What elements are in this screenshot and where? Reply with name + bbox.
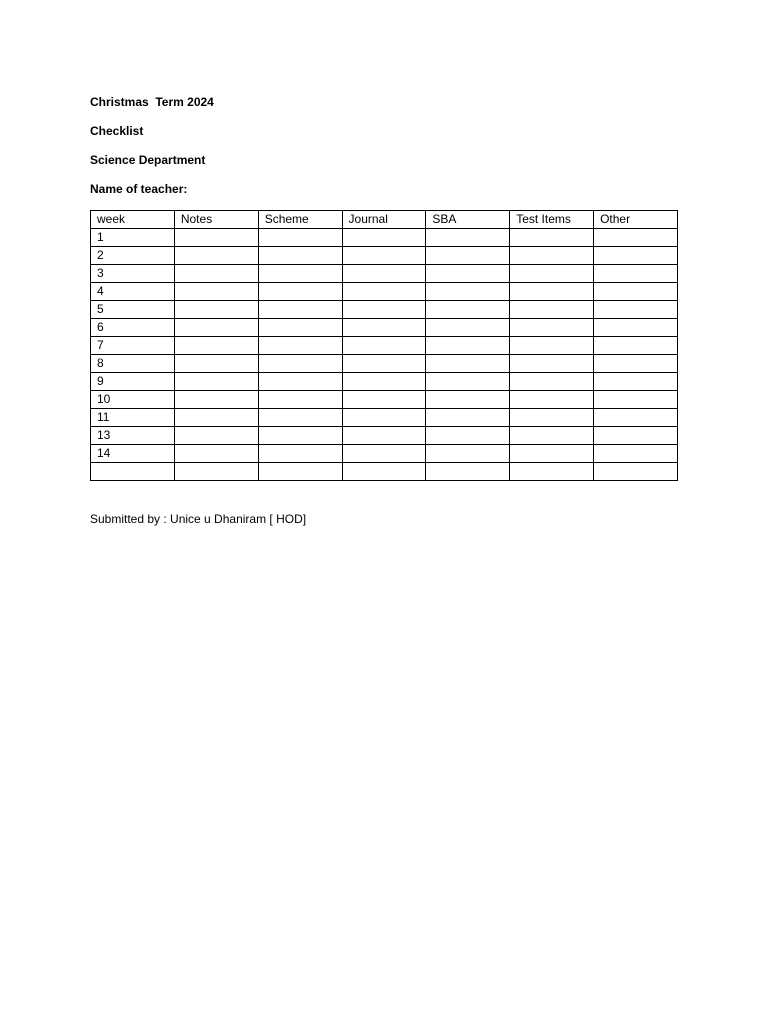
checklist-table (90, 210, 678, 481)
checklist-cell (174, 319, 258, 337)
table-row (91, 355, 678, 373)
checklist-cell (426, 409, 510, 427)
checklist-cell (174, 391, 258, 409)
checklist-cell (342, 319, 426, 337)
checklist-heading: Checklist (90, 124, 144, 138)
checklist-cell (258, 283, 342, 301)
checklist-cell (258, 265, 342, 283)
checklist-cell (342, 427, 426, 445)
column-header-test-items: Test Items (510, 211, 594, 229)
checklist-cell (594, 301, 678, 319)
week-number-cell: 6 (91, 319, 175, 337)
checklist-cell (594, 391, 678, 409)
checklist-cell (426, 445, 510, 463)
table-row (91, 409, 678, 427)
checklist-cell (594, 319, 678, 337)
checklist-cell (594, 247, 678, 265)
checklist-cell (510, 283, 594, 301)
checklist-cell (342, 247, 426, 265)
column-header-notes: Notes (174, 211, 258, 229)
checklist-cell (426, 355, 510, 373)
checklist-cell (342, 463, 426, 481)
checklist-cell (594, 409, 678, 427)
column-header-scheme: Scheme (258, 211, 342, 229)
checklist-cell (258, 427, 342, 445)
week-number-cell: 5 (91, 301, 175, 319)
week-number-cell: 11 (91, 409, 175, 427)
checklist-cell (342, 229, 426, 247)
checklist-cell (342, 301, 426, 319)
checklist-cell (510, 301, 594, 319)
checklist-cell (258, 445, 342, 463)
checklist-cell (258, 463, 342, 481)
table-row (91, 283, 678, 301)
checklist-cell (174, 373, 258, 391)
checklist-cell (510, 265, 594, 283)
checklist-cell (594, 373, 678, 391)
checklist-cell (426, 337, 510, 355)
table-row (91, 319, 678, 337)
checklist-cell (258, 247, 342, 265)
checklist-cell (174, 301, 258, 319)
week-number-cell: 13 (91, 427, 175, 445)
checklist-cell (426, 427, 510, 445)
checklist-cell (594, 355, 678, 373)
week-number-cell: 14 (91, 445, 175, 463)
checklist-cell (174, 337, 258, 355)
table-body (91, 229, 678, 481)
column-header-week: week (91, 211, 175, 229)
checklist-cell (342, 355, 426, 373)
checklist-cell (510, 427, 594, 445)
week-number-cell: 9 (91, 373, 175, 391)
checklist-cell (174, 427, 258, 445)
table-row (91, 427, 678, 445)
table-row (91, 265, 678, 283)
checklist-cell (258, 391, 342, 409)
checklist-cell (174, 283, 258, 301)
checklist-cell (342, 445, 426, 463)
checklist-cell (174, 445, 258, 463)
checklist-cell (426, 265, 510, 283)
table-row (91, 373, 678, 391)
week-number-cell: 3 (91, 265, 175, 283)
column-header-sba: SBA (426, 211, 510, 229)
table-row (91, 301, 678, 319)
checklist-cell (510, 355, 594, 373)
table-row (91, 445, 678, 463)
checklist-cell (594, 229, 678, 247)
checklist-cell (594, 445, 678, 463)
checklist-cell (510, 337, 594, 355)
checklist-cell (510, 319, 594, 337)
week-number-cell: 10 (91, 391, 175, 409)
checklist-cell (510, 373, 594, 391)
table-row (91, 229, 678, 247)
checklist-cell (258, 229, 342, 247)
week-number-cell: 2 (91, 247, 175, 265)
checklist-cell (510, 391, 594, 409)
column-header-other: Other (594, 211, 678, 229)
checklist-cell (426, 301, 510, 319)
checklist-cell (342, 409, 426, 427)
checklist-cell (258, 301, 342, 319)
checklist-cell (510, 229, 594, 247)
checklist-cell (174, 229, 258, 247)
checklist-cell (258, 409, 342, 427)
week-number-cell (91, 463, 175, 481)
checklist-cell (258, 373, 342, 391)
checklist-cell (342, 265, 426, 283)
checklist-cell (258, 319, 342, 337)
checklist-cell (426, 247, 510, 265)
checklist-cell (174, 355, 258, 373)
week-number-cell: 7 (91, 337, 175, 355)
week-number-cell: 1 (91, 229, 175, 247)
table-row (91, 337, 678, 355)
table-row (91, 391, 678, 409)
week-number-cell: 8 (91, 355, 175, 373)
column-header-journal: Journal (342, 211, 426, 229)
checklist-cell (510, 445, 594, 463)
checklist-cell (258, 355, 342, 373)
teacher-name-label: Name of teacher: (90, 182, 188, 196)
checklist-cell (594, 337, 678, 355)
checklist-cell (594, 463, 678, 481)
checklist-cell (174, 247, 258, 265)
table-row (91, 247, 678, 265)
checklist-cell (426, 373, 510, 391)
checklist-cell (174, 265, 258, 283)
checklist-cell (510, 409, 594, 427)
checklist-cell (510, 247, 594, 265)
checklist-cell (426, 229, 510, 247)
checklist-cell (510, 463, 594, 481)
checklist-cell (342, 373, 426, 391)
checklist-cell (342, 283, 426, 301)
checklist-cell (342, 337, 426, 355)
checklist-cell (174, 409, 258, 427)
table-row (91, 463, 678, 481)
submitted-by-line: Submitted by : Unice u Dhaniram [ HOD] (90, 512, 307, 526)
checklist-cell (594, 283, 678, 301)
table-header-row (91, 211, 678, 229)
checklist-cell (426, 391, 510, 409)
checklist-cell (594, 427, 678, 445)
term-title: Christmas Term 2024 (90, 95, 214, 109)
department-heading: Science Department (90, 153, 206, 167)
checklist-cell (258, 337, 342, 355)
week-number-cell: 4 (91, 283, 175, 301)
checklist-cell (174, 463, 258, 481)
checklist-cell (426, 319, 510, 337)
checklist-cell (342, 391, 426, 409)
checklist-cell (426, 463, 510, 481)
checklist-cell (594, 265, 678, 283)
checklist-cell (426, 283, 510, 301)
